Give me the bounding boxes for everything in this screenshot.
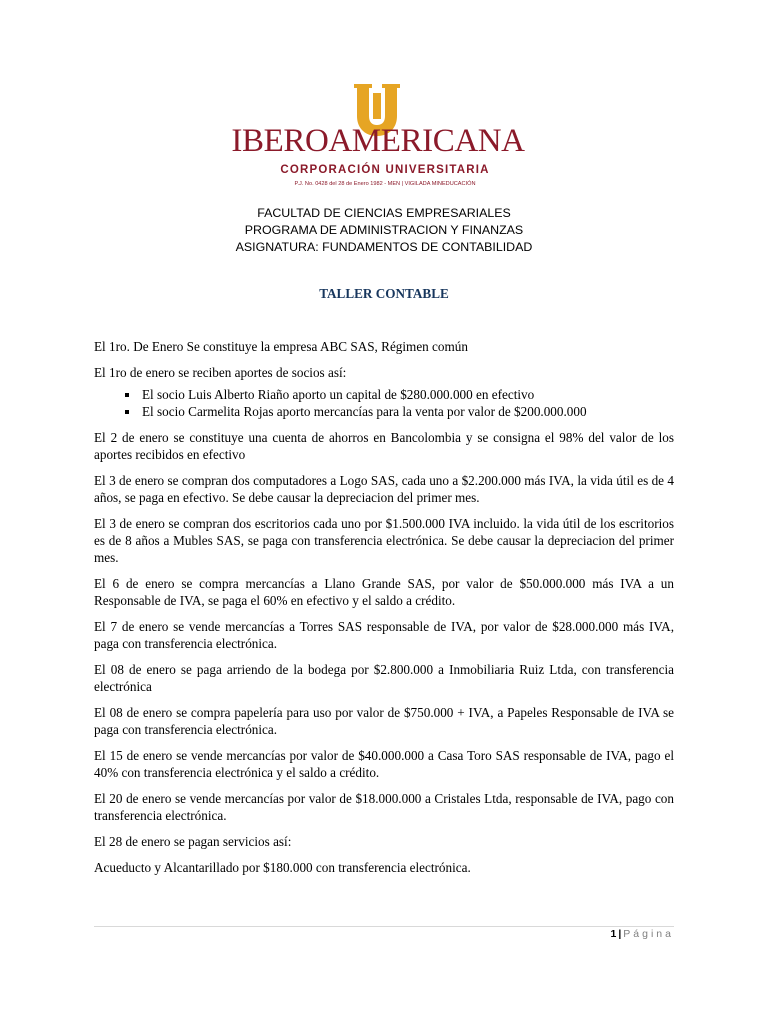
paragraph: El 15 de enero se vende mercancías por valor de $40.000.000 a Casa Toro SAS responsable de IVA, pago el 40% con transferencia electrónica y el saldo a crédito.	[94, 748, 674, 780]
paragraph: Acueducto y Alcantarillado por $180.000 con transferencia electrónica.	[94, 860, 471, 875]
paragraph: El 6 de enero se compra mercancías a Llano Grande SAS, por valor de $50.000.000 más IVA a un Responsable de IVA, se paga el 60% en efectivo y el saldo a crédito.	[94, 576, 674, 608]
paragraph: El 08 de enero se compra papelería para uso por valor de $750.000 + IVA, a Papeles Responsable de IVA se paga con transferencia electrónica.	[94, 705, 674, 737]
page-word: Página	[623, 928, 674, 940]
paragraph: El 3 de enero se compran dos computadores a Logo SAS, cada uno a $2.200.000 más IVA, la vida útil es de 4 años, se paga en efectivo. Se debe causar la depreciacion del primer mes.	[94, 473, 674, 505]
paragraph: El 1ro. De Enero Se constituye la empresa ABC SAS, Régimen común	[94, 339, 468, 354]
paragraph: El 20 de enero se vende mercancías por valor de $18.000.000 a Cristales Ltda, responsable de IVA, pago con transferencia electrónica.	[94, 791, 674, 823]
logo-legal-line: P.J. No. 0428 del 28 de Enero 1982 - MEN | VIGILADA MINEDUCACIÓN	[294, 181, 476, 187]
paragraph: El 7 de enero se vende mercancías a Torres SAS responsable de IVA, por valor de $28.000.000 más IVA, paga con transferencia electrónica.	[94, 619, 674, 651]
partner-contributions-list	[94, 386, 674, 420]
footer-divider	[94, 926, 674, 927]
faculty-line: FACULTAD DE CIENCIAS EMPRESARIALES	[257, 206, 511, 220]
university-logo	[200, 68, 570, 200]
paragraph: El 3 de enero se compran dos escritorios cada uno por $1.500.000 IVA incluido. la vida útil de los escritorios es de 8 años a Mubles SAS, se paga con transferencia electrónica. Se debe causar la depreciacion del primer mes.	[94, 516, 674, 565]
paragraph: El 08 de enero se paga arriendo de la bodega por $2.800.000 a Inmobiliaria Ruiz Ltda, con transferencia electrónica	[94, 662, 674, 694]
logo-name: IBEROAMERICANA	[231, 123, 525, 159]
document-title: TALLER CONTABLE	[319, 286, 449, 301]
document-body	[94, 338, 674, 885]
faculty-header	[94, 205, 674, 256]
paragraph: El 2 de enero se constituye una cuenta de ahorros en Bancolombia y se consigna el 98% del valor de los aportes recibidos en efectivo	[94, 430, 674, 462]
logo-subtitle: CORPORACIÓN UNIVERSITARIA	[280, 164, 490, 176]
footer-separator: |	[618, 928, 622, 940]
page-footer	[611, 928, 675, 940]
paragraph: El 28 de enero se pagan servicios así:	[94, 834, 292, 849]
program-line: PROGRAMA DE ADMINISTRACION Y FINANZAS	[244, 223, 524, 237]
list-item: ▪ El socio Carmelita Rojas aporto mercancías para la venta por valor de $200.000.000	[140, 403, 674, 420]
list-item: ▪ El socio Luis Alberto Riaño aporto un capital de $280.000.000 en efectivo	[140, 386, 674, 403]
paragraph: El 1ro de enero se reciben aportes de socios así:	[94, 365, 347, 380]
subject-line: ASIGNATURA: FUNDAMENTOS DE CONTABILIDAD	[235, 240, 533, 254]
page-number: 1	[610, 928, 617, 940]
